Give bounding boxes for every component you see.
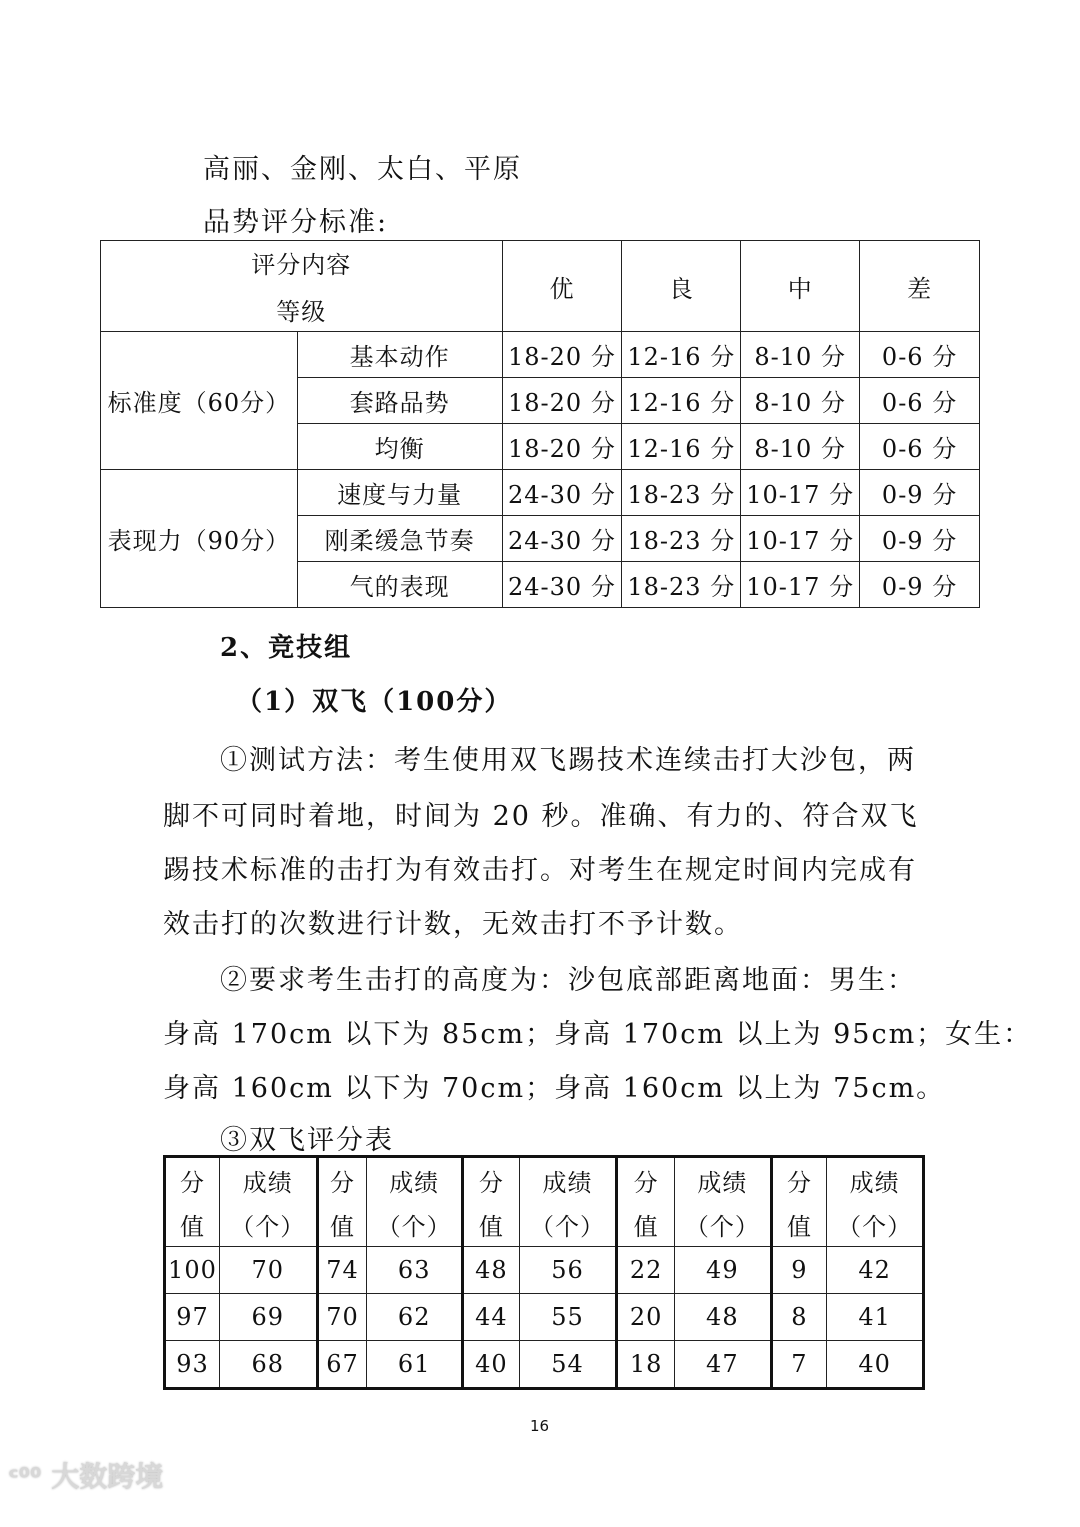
score-header: 值 — [771, 1202, 827, 1247]
result-cell: 40 — [827, 1341, 924, 1389]
value-cell: 24-30 分 — [502, 516, 622, 562]
result-cell: 61 — [367, 1341, 463, 1389]
score-cell: 40 — [463, 1341, 520, 1389]
watermark-logo-icon: ᶜ⁰⁰ — [8, 1463, 42, 1493]
poomsae-scoring-table — [100, 240, 980, 608]
result-header: （个） — [519, 1202, 617, 1247]
value-cell: 24-30 分 — [502, 562, 622, 608]
value-cell: 18-20 分 — [502, 332, 622, 378]
result-cell: 68 — [219, 1341, 317, 1389]
result-header: 成绩 — [219, 1157, 317, 1203]
double-kick-score-table — [163, 1155, 925, 1390]
paragraph-line: 身高 160cm 以下为 70cm；身高 160cm 以上为 75cm。 — [163, 1073, 946, 1104]
score-header: 值 — [165, 1202, 220, 1247]
score-cell: 100 — [165, 1247, 220, 1294]
item-label: 速度与力量 — [297, 470, 502, 516]
result-cell: 70 — [219, 1247, 317, 1294]
result-cell: 69 — [219, 1294, 317, 1341]
result-header: （个） — [827, 1202, 924, 1247]
score-cell: 93 — [165, 1341, 220, 1389]
score-cell: 74 — [317, 1247, 367, 1294]
poomsae-title: 品势评分标准: — [203, 207, 389, 238]
result-cell: 48 — [674, 1294, 771, 1341]
value-cell: 0-9 分 — [860, 562, 980, 608]
table-header-row — [101, 241, 980, 332]
item-label: 套路品势 — [297, 378, 502, 424]
value-cell: 18-20 分 — [502, 378, 622, 424]
paragraph-line: 脚不可同时着地，时间为 20 秒。准确、有力的、符合双飞 — [163, 801, 919, 832]
table-row — [101, 332, 980, 378]
value-cell: 0-6 分 — [860, 424, 980, 470]
score-header: 值 — [617, 1202, 675, 1247]
result-cell: 63 — [367, 1247, 463, 1294]
result-header: 成绩 — [674, 1157, 771, 1203]
score-cell: 97 — [165, 1294, 220, 1341]
table-row — [101, 470, 980, 516]
header-content-label: 评分内容 — [251, 251, 352, 279]
value-cell: 8-10 分 — [741, 332, 860, 378]
value-cell: 0-6 分 — [860, 332, 980, 378]
table-row — [165, 1247, 924, 1294]
result-header: 成绩 — [519, 1157, 617, 1203]
result-cell: 55 — [519, 1294, 617, 1341]
paragraph-line: ①测试方法：考生使用双飞踢技术连续击打大沙包，两 — [220, 745, 916, 776]
result-cell: 56 — [519, 1247, 617, 1294]
score-cell: 7 — [771, 1341, 827, 1389]
value-cell: 10-17 分 — [741, 516, 860, 562]
value-cell: 12-16 分 — [622, 378, 741, 424]
result-header: （个） — [219, 1202, 317, 1247]
value-cell: 24-30 分 — [502, 470, 622, 516]
item-label: 基本动作 — [297, 332, 502, 378]
score-header: 分 — [165, 1157, 220, 1203]
intro-line: 高丽、金刚、太白、平原 — [203, 154, 522, 185]
result-cell: 54 — [519, 1341, 617, 1389]
table-row — [165, 1341, 924, 1389]
score-cell: 44 — [463, 1294, 520, 1341]
score-cell: 48 — [463, 1247, 520, 1294]
table-header-row — [165, 1157, 924, 1203]
value-cell: 10-17 分 — [741, 562, 860, 608]
score-header: 分 — [317, 1157, 367, 1203]
score-cell: 20 — [617, 1294, 675, 1341]
score-header: 值 — [317, 1202, 367, 1247]
group-label: 表现力（90分） — [101, 470, 298, 608]
score-header: 值 — [463, 1202, 520, 1247]
subsection-heading: （1）双飞（100分） — [236, 687, 513, 717]
value-cell: 12-16 分 — [622, 424, 741, 470]
value-cell: 0-6 分 — [860, 378, 980, 424]
paragraph-line: 踢技术标准的击打为有效击打。对考生在规定时间内完成有 — [163, 855, 917, 886]
score-cell: 67 — [317, 1341, 367, 1389]
grade-medium: 中 — [741, 241, 860, 332]
score-cell: 9 — [771, 1247, 827, 1294]
item-label: 刚柔缓急节奏 — [297, 516, 502, 562]
header-corner-cell — [101, 241, 503, 332]
result-cell: 49 — [674, 1247, 771, 1294]
result-cell: 42 — [827, 1247, 924, 1294]
result-header: 成绩 — [827, 1157, 924, 1203]
result-cell: 62 — [367, 1294, 463, 1341]
header-grade-label: 等级 — [276, 298, 327, 326]
page-number: 16 — [530, 1417, 550, 1435]
section-heading: 2、竞技组 — [220, 633, 353, 663]
score-header: 分 — [617, 1157, 675, 1203]
value-cell: 0-9 分 — [860, 516, 980, 562]
item-label: 气的表现 — [297, 562, 502, 608]
paragraph-line: ②要求考生击打的高度为：沙包底部距离地面：男生： — [220, 965, 916, 996]
group-label: 标准度（60分） — [101, 332, 298, 470]
score-header: 分 — [463, 1157, 520, 1203]
value-cell: 12-16 分 — [622, 332, 741, 378]
value-cell: 18-20 分 — [502, 424, 622, 470]
score-header: 分 — [771, 1157, 827, 1203]
table-row — [165, 1294, 924, 1341]
score-table-title: ③双飞评分表 — [220, 1125, 394, 1156]
watermark — [8, 1455, 163, 1495]
paragraph-line: 身高 170cm 以下为 85cm；身高 170cm 以上为 95cm；女生： — [163, 1019, 1033, 1050]
score-cell: 70 — [317, 1294, 367, 1341]
item-label: 均衡 — [297, 424, 502, 470]
value-cell: 0-9 分 — [860, 470, 980, 516]
grade-poor: 差 — [860, 241, 980, 332]
value-cell: 8-10 分 — [741, 378, 860, 424]
result-cell: 41 — [827, 1294, 924, 1341]
score-cell: 18 — [617, 1341, 675, 1389]
watermark-text: 大数跨境 — [51, 1460, 164, 1493]
grade-excellent: 优 — [502, 241, 622, 332]
value-cell: 8-10 分 — [741, 424, 860, 470]
result-header: （个） — [367, 1202, 463, 1247]
paragraph-line: 效击打的次数进行计数，无效击打不予计数。 — [163, 909, 743, 940]
score-cell: 8 — [771, 1294, 827, 1341]
value-cell: 10-17 分 — [741, 470, 860, 516]
value-cell: 18-23 分 — [622, 470, 741, 516]
result-cell: 47 — [674, 1341, 771, 1389]
grade-good: 良 — [622, 241, 741, 332]
table-header-row — [165, 1202, 924, 1247]
score-cell: 22 — [617, 1247, 675, 1294]
result-header: 成绩 — [367, 1157, 463, 1203]
result-header: （个） — [674, 1202, 771, 1247]
value-cell: 18-23 分 — [622, 516, 741, 562]
value-cell: 18-23 分 — [622, 562, 741, 608]
